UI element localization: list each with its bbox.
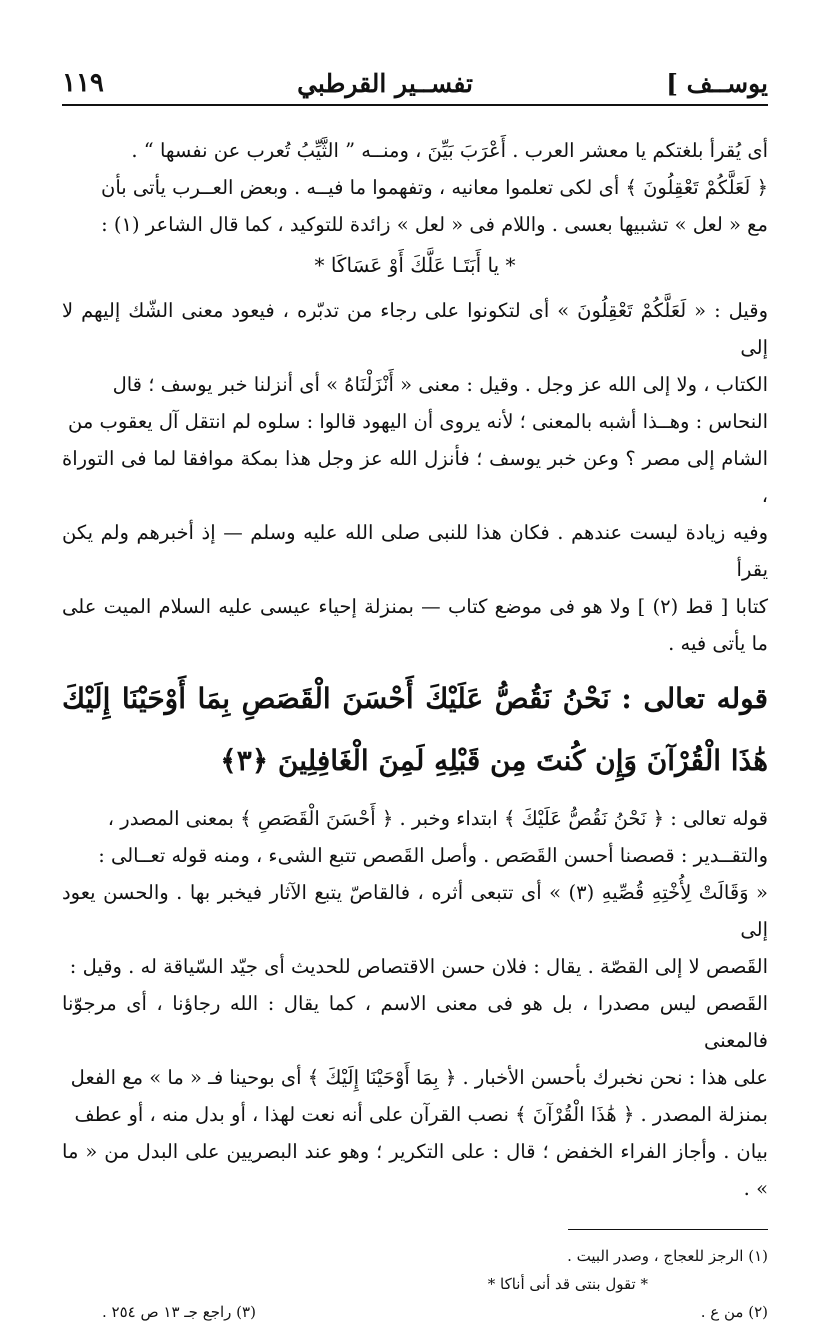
footnote-3: (٣) راجع جـ ١٣ ص ٢٥٤ . [102, 1303, 256, 1321]
text-line: أى يُقرأ بلغتكم يا معشر العرب . أَعْرَبَ بَيِّنَ ، ومنــه ” الثَّيِّبُ تُعرب عن نفسها “ . [131, 139, 768, 162]
text-line: كتابا [ قط (٢) ] ولا هو فى موضع كتاب — بمنزلة إحياء عيسى عليه السلام الميت على ما يأتى فيه . [62, 595, 768, 655]
footnote-1: (١) الرجز للعجاج ، وصدر البيت . [567, 1247, 768, 1265]
quran-intro: قوله تعالى : [621, 682, 768, 715]
footnote-1-verse: * تقول بنتى قد أنى أناكا * [487, 1275, 648, 1293]
text-line: ﴿ لَعَلَّكُمْ تَعْقِلُونَ ﴾ أى لكى تعلموا معانيه ، وتفهموا ما فيــه . وبعض العــرب يأتى بأن [101, 176, 768, 199]
page-body [62, 132, 768, 1207]
quran-text: نَحْنُ نَقُصُّ عَلَيْكَ أَحْسَنَ الْقَصَصِ بِمَا أَوْحَيْنَا إِلَيْكَ هَٰذَا الْقُرْآنَ وَإِن كُنتَ مِن قَبْلِهِ لَمِنَ الْغَافِلِينَ ﴿٣﴾ [62, 682, 768, 777]
footnotes [62, 1242, 768, 1326]
text-line: بيان . وأجاز الفراء الخفض ؛ قال : على التكرير ؛ وهو عند البصريين على البدل من « ما » . [62, 1140, 768, 1200]
header-surah: يوســف ] [666, 69, 768, 98]
page-number: ١١٩ [62, 68, 104, 98]
header-rule [62, 104, 768, 106]
quran-verse-block [62, 668, 768, 792]
text-line: والتقــدير : قصصنا أحسن القَصَص . وأصل القَصص تتبع الشىء ، ومنه قوله تعــالى : [98, 844, 768, 867]
text-line: قوله تعالى : ﴿ نَحْنُ نَقُصُّ عَلَيْكَ ﴾ ابتداء وخبر . ﴿ أَحْسَنَ الْقَصَصِ ﴾ بمعنى المصدر ، [107, 807, 768, 830]
poetry-verse: * يا أَبَتَـا عَلَّكَ أَوْ عَسَاكَا * [314, 253, 516, 277]
footnote-rule [568, 1229, 768, 1230]
text-line: وفيه زيادة ليست عندهم . فكان هذا للنبى صلى الله عليه وسلم — إذ أخبرهم ولم يكن يقرأ [62, 521, 768, 581]
header-title: تفســير القرطبي [297, 69, 473, 98]
footnote-row [62, 1298, 768, 1326]
text-line: القَصص ليس مصدرا ، بل هو فى معنى الاسم ، كما يقال : الله رجاؤنا ، أى مرجوّنا فالمعنى [62, 992, 768, 1052]
page-header [62, 58, 768, 98]
text-line: النحاس : وهــذا أشبه بالمعنى ؛ لأنه يروى أن اليهود قالوا : سلوه لم انتقل آل يعقوب من [68, 410, 768, 433]
text-line: مع « لعل » تشبيها بعسى . واللام فى « لعل » زائدة للتوكيد ، كما قال الشاعر (١) : [101, 213, 768, 236]
footnote-2: (٢) من ع . [700, 1303, 768, 1321]
text-line: وقيل : « لَعَلَّكُمْ تَعْقِلُونَ » أى لتكونوا على رجاء من تدبّره ، فيعود معنى الشّك إليهم لا إلى [62, 299, 768, 359]
text-line: « وَقَالَتْ لِأُخْتِهِ قُصِّيهِ (٣) » أى تتبعى أثره ، فالقاصّ يتبع الآثار فيخبر بها . والحسن يعود إلى [62, 881, 768, 941]
text-line: الشام إلى مصر ؟ وعن خبر يوسف ؛ فأنزل الله عز وجل هذا بمكة موافقا لما فى التوراة ، [62, 447, 768, 507]
text-line: بمنزلة المصدر . ﴿ هَٰذَا الْقُرْآنَ ﴾ نصب القرآن على أنه نعت لهذا ، أو بدل منه ، أو عطف [74, 1103, 768, 1126]
text-line: القَصص لا إلى القصّة . يقال : فلان حسن الاقتصاص للحديث أى جيّد السّياقة له . وقيل : [69, 955, 768, 978]
text-line: الكتاب ، ولا إلى الله عز وجل . وقيل : معنى « أَنْزَلْنَاهُ » أى أنزلنا خبر يوسف ؛ قال [112, 373, 768, 396]
text-line: على هذا : نحن نخبرك بأحسن الأخبار . ﴿ بِمَا أَوْحَيْنَا إِلَيْكَ ﴾ أى بوحينا فـ « ما » مع الفعل [70, 1066, 768, 1089]
